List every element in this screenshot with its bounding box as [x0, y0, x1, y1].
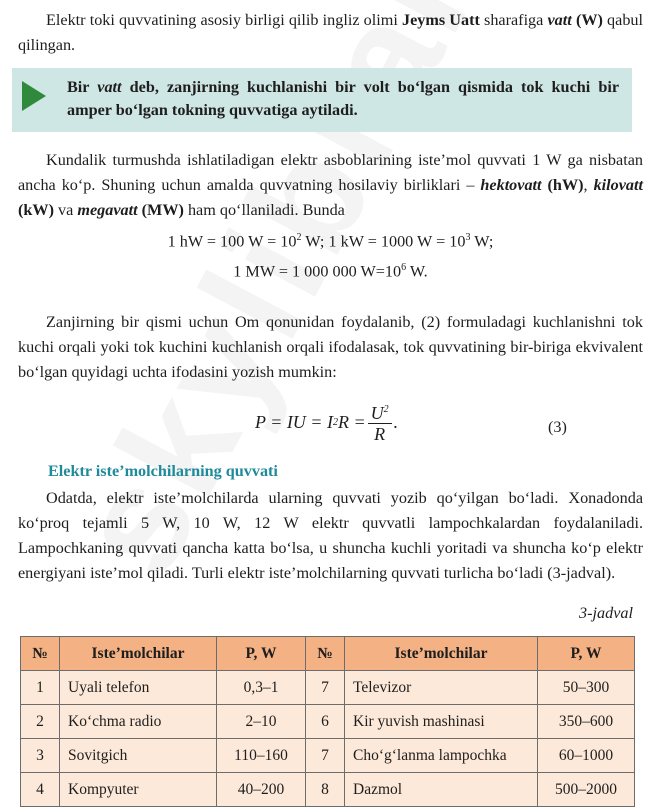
cell-power: 2–10 [217, 705, 306, 739]
table-row [21, 671, 635, 705]
unit-hektovatt: hektovatt [480, 176, 542, 194]
definition-text: Bir vatt deb, zanjirning kuchlanishi bir volt bo‘lgan qismida tok kuchi bir amper bo‘lgan tokning quvvatiga aytiladi. [67, 78, 620, 119]
cell-no: 1 [21, 671, 60, 705]
cell-power: 110–160 [217, 739, 306, 773]
cell-no: 7 [306, 671, 345, 705]
power-table [20, 636, 635, 807]
cell-power: 60–1000 [538, 739, 635, 773]
unit-watt-symbol: (W) [575, 11, 603, 29]
cell-consumer: Kir yuvish mashinasi [345, 705, 538, 739]
cell-power: 0,3–1 [217, 671, 306, 705]
paragraph-consumers: Odatda, elektr iste’molchilarda ularning quvvati yozib qo‘yilgan bo‘ladi. Xonadonda ko‘proq tejamli 5 W, 10 W, 12 W elektr quvvatli lampochkalardan foydalaniladi. Lampochkaning quvvati qancha katta bo‘lsa, u shuncha kuchli yoritadi va shuncha ko‘p elektr energiyani iste’mol qiladi. Turli elektr iste’molchilarning quvvati turlicha bo‘ladi (3-jadval). [18, 489, 643, 582]
cell-no: 4 [21, 773, 60, 807]
cell-consumer: Uyali telefon [60, 671, 217, 705]
cell-consumer: Kompyuter [60, 773, 217, 807]
fraction-denominator: R [374, 424, 386, 444]
intro-text-middle: sharafiga [479, 11, 548, 29]
fraction [368, 400, 392, 444]
play-triangle-icon [22, 81, 46, 111]
cell-power: 50–300 [538, 671, 635, 705]
definition-callout [12, 68, 632, 132]
unit-megavatt: megavatt [77, 201, 138, 219]
unit-watt: vatt [547, 11, 572, 29]
equation-mw: 1 MW = 1 000 000 $W=10^6$ W. [233, 262, 428, 281]
scientist-name: Jeyms Uatt [402, 11, 480, 29]
cell-consumer: Ko‘chma radio [60, 705, 217, 739]
cell-no: 6 [306, 705, 345, 739]
cell-no: 3 [21, 739, 60, 773]
table-row [21, 739, 635, 773]
equation-number: (3) [548, 418, 567, 436]
cell-consumer: Dazmol [345, 773, 538, 807]
fraction-numerator: $U^2$ [368, 400, 392, 424]
paragraph-units: Kundalik turmushda ishlatiladigan elektr asboblarining iste’mol quvvati 1 W ga nisbatan ancha ko‘p. Shuning uchun amalda quvvatning hosilaviy birliklari – hektovatt (hW), kilovatt (kW) va megavatt (MW) ham qo‘llaniladi. Bunda [18, 151, 644, 219]
cell-consumer: Sovitgich [60, 739, 217, 773]
table-row [21, 773, 635, 807]
power-formula: P = IU = I 2 R = $\frac{U^2}{R}$ . [255, 400, 398, 444]
header-power-1: P, W [217, 637, 306, 671]
intro-text-end: qabul qilingan. [18, 11, 644, 54]
intro-text: Elektr toki quvvatining asosiy birligi qilib ingliz olimi [46, 11, 402, 29]
header-power-2: P, W [538, 637, 635, 671]
table-header-row [21, 637, 635, 671]
table-caption: 3-jadval [579, 604, 633, 622]
paragraph-ohm: Zanjirning bir qismi uchun Om qonunidan foydalanib, (2) formuladagi kuchlanishni tok kuchi orqali yoki tok kuchini kuchlanish orqali ifodalasak, tok quvvatining bir-biriga ekvivalent bo‘lgan quyidagi uchta ifodasini yozish mumkin: [18, 313, 643, 381]
cell-consumer: Cho‘g‘lanma lampochka [345, 739, 538, 773]
cell-consumer: Televizor [345, 671, 538, 705]
header-consumers-1: Iste’molchilar [60, 637, 217, 671]
cell-no: 8 [306, 773, 345, 807]
header-no-1: № [21, 637, 60, 671]
cell-no: 7 [306, 739, 345, 773]
cell-power: 500–2000 [538, 773, 635, 807]
header-consumers-2: Iste’molchilar [345, 637, 538, 671]
paragraph-intro [18, 8, 643, 58]
equation-hw-kw: 1 hW = 100 $W = 10^2$ W; 1 kW = 1000 $W = 10^3$ W; [167, 232, 494, 251]
header-no-2: № [306, 637, 345, 671]
table-row [21, 705, 635, 739]
cell-power: 350–600 [538, 705, 635, 739]
section-heading: Elektr iste’molchilarning quvvati [48, 462, 278, 480]
cell-power: 40–200 [217, 773, 306, 807]
unit-kilovatt: kilovatt [593, 176, 644, 194]
cell-no: 2 [21, 705, 60, 739]
definition-unit: vatt [97, 78, 122, 96]
